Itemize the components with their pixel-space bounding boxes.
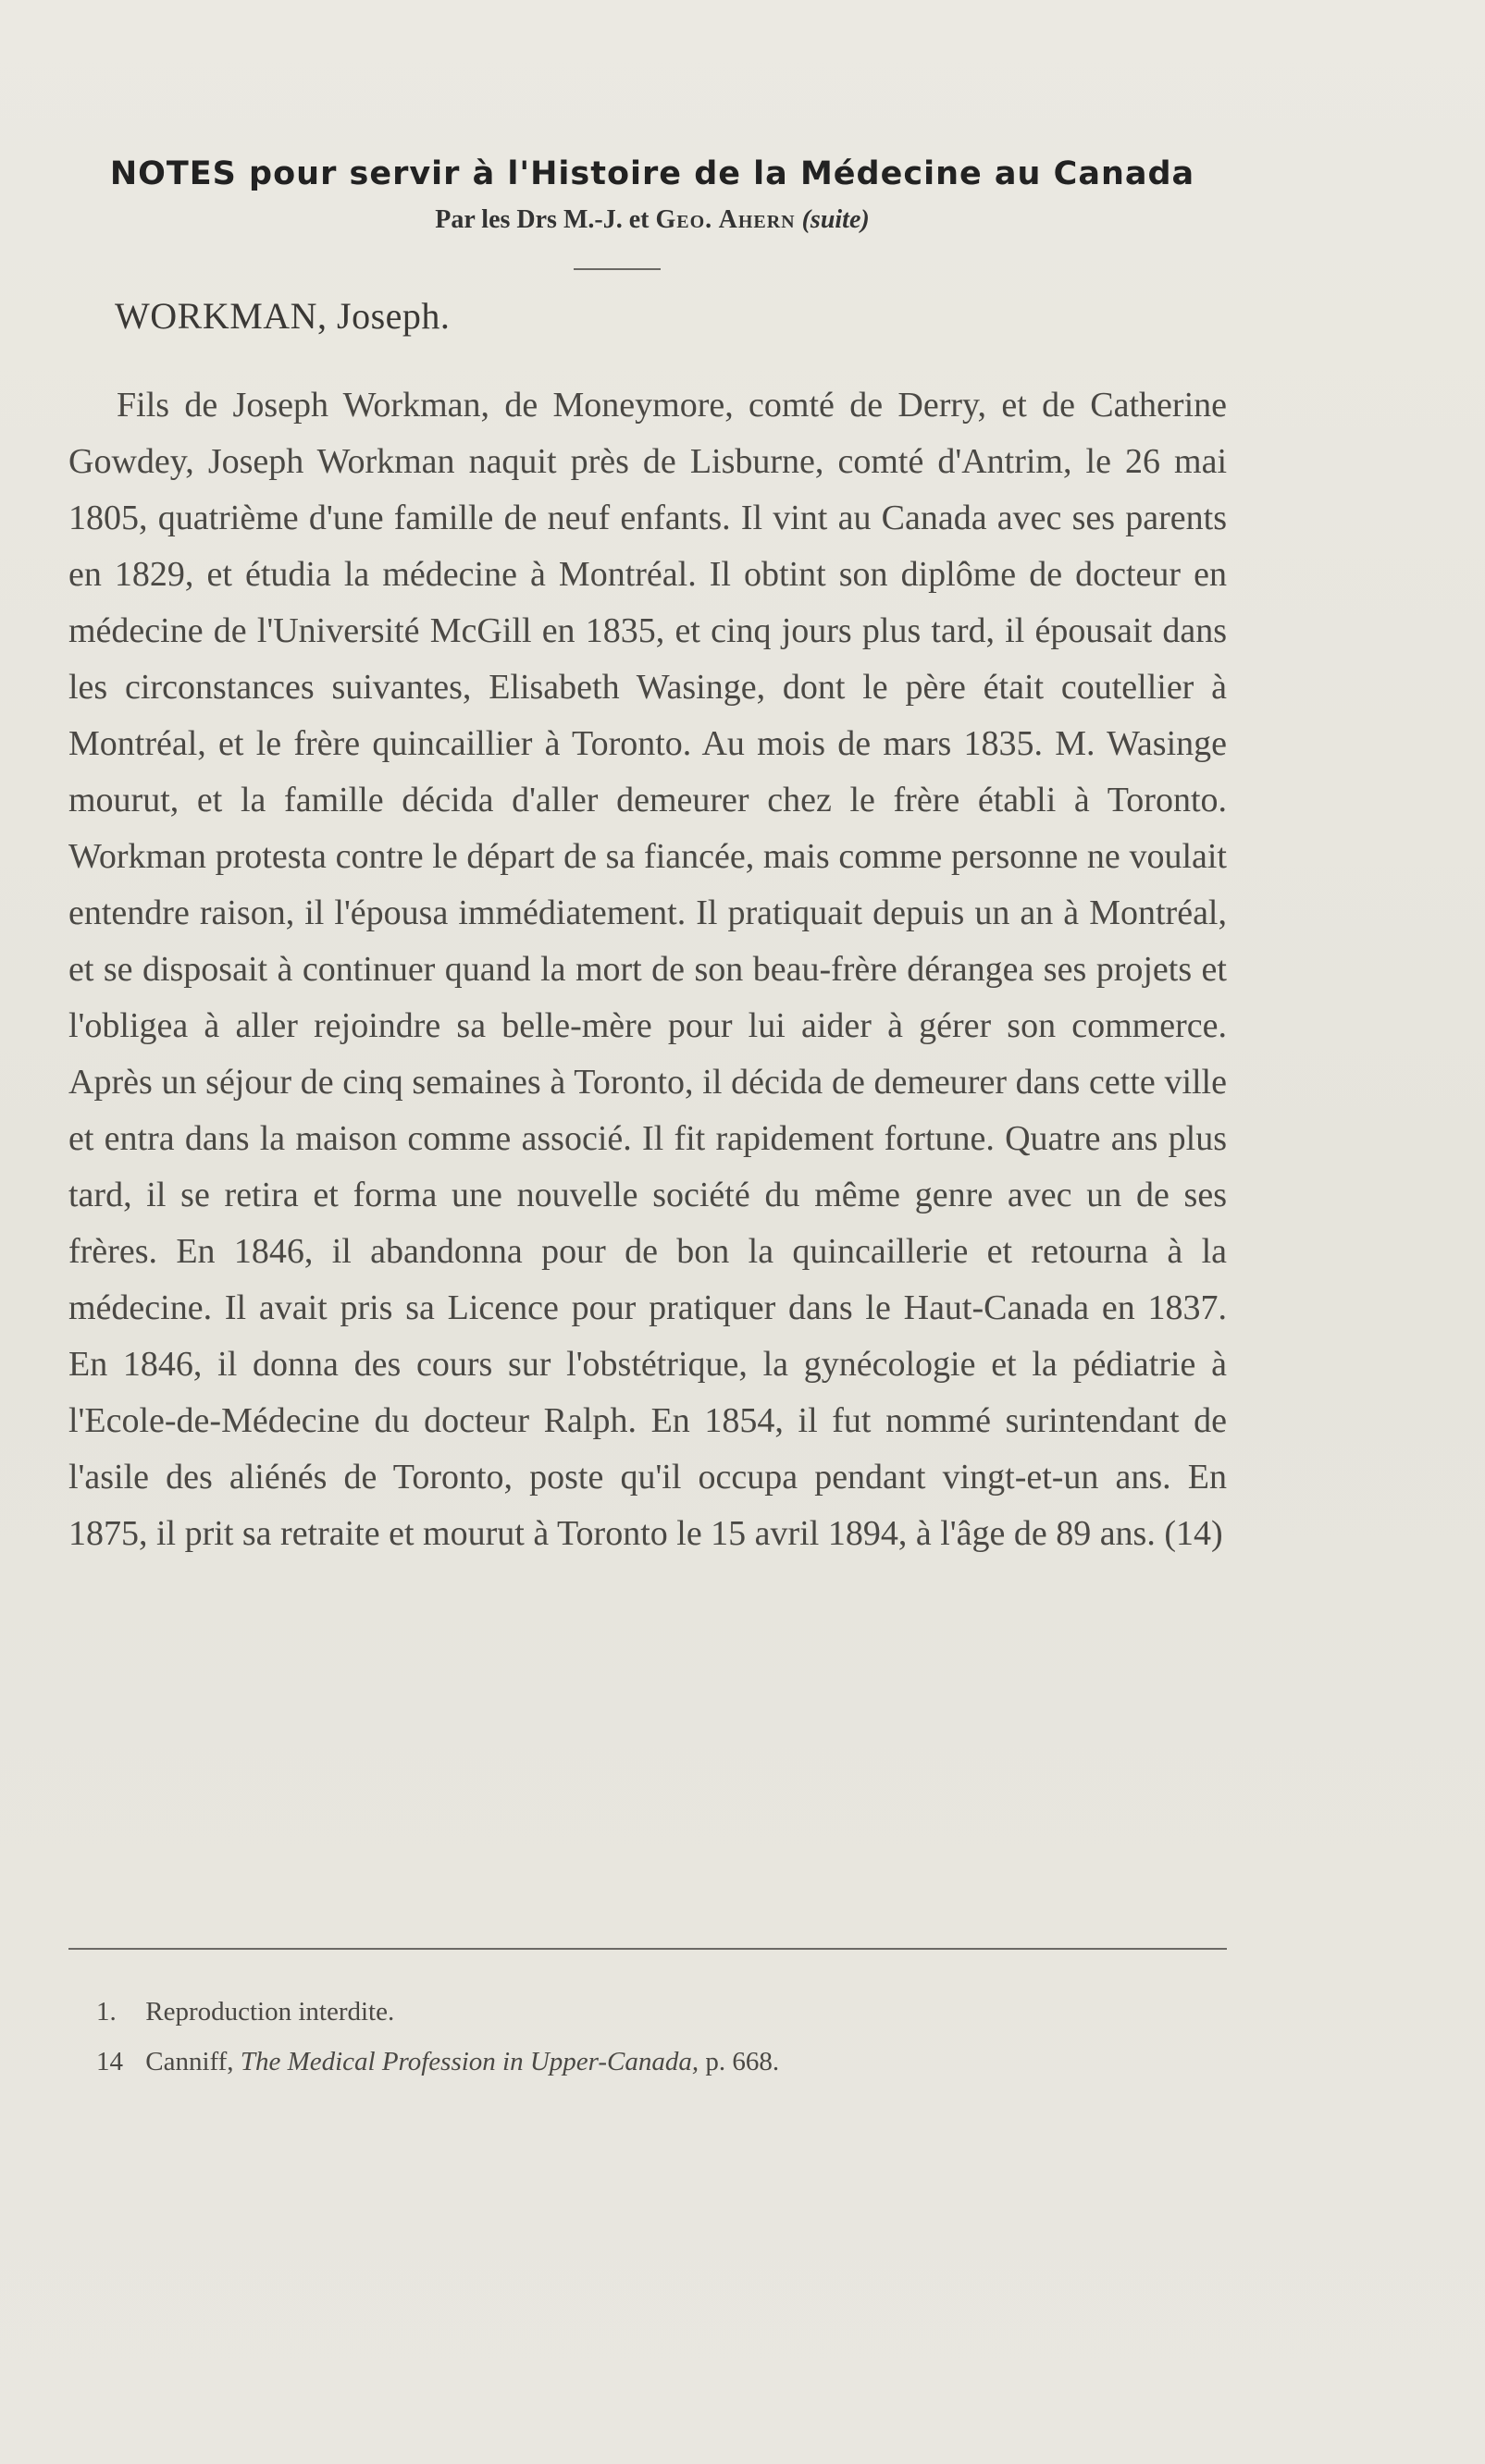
authors-suffix: (suite): [801, 205, 870, 234]
footnote-text: Canniff,: [145, 2047, 234, 2076]
footnote-number: 14: [96, 2047, 123, 2076]
header-divider: [574, 268, 661, 270]
authors-name: Geo. Ahern: [655, 205, 796, 234]
article-title: NOTES pour servir à l'Histoire de la Médecine au Canada: [109, 155, 1195, 192]
footnote-page-ref: p. 668.: [705, 2047, 780, 2076]
body-paragraph: Fils de Joseph Workman, de Moneymore, comté de Derry, et de Catherine Gowdey, Joseph Workman naquit près de Lisburne, comté d'Antrim, le 26 mai 1805, quatrième d'une famille de neuf enfants. Il vint au Canada avec ses parents en 1829, et étudia la médecine à Montréal. Il obtint son diplôme de docteur en médecine de l'Université McGill en 1835, et cinq jours plus tard, il épousait dans les circonstances suivantes, Elisabeth Wasinge, dont le père était coutellier à Montréal, et le frère quincaillier à Toronto. Au mois de mars 1835. M. Wasinge mourut, et la famille décida d'aller demeurer chez le frère établi à Toronto. Workman protesta contre le départ de sa fiancée, mais comme personne ne voulait entendre raison, il l'épousa immédiatement. Il pratiquait depuis un an à Montréal, et se disposait à continuer quand la mort de son beau-frère dérangea ses projets et l'obligea à aller rejoindre sa belle-mère pour lui aider à gérer son commerce. Après un séjour de cinq semaines à Toronto, il décida de demeurer dans cette ville et entra dans la maison comme associé. Il fit rapidement fortune. Quatre ans plus tard, il se retira et forma une nouvelle société du même genre avec un de ses frères. En 1846, il abandonna pour de bon la quincaillerie et retourna à la médecine. Il avait pris sa Licence pour pratiquer dans le Haut-Canada en 1837. En 1846, il donna des cours sur l'obstétrique, la gynécologie et la pédiatrie à l'Ecole-de-Médecine du docteur Ralph. En 1854, il fut nommé surintendant de l'asile des aliénés de Toronto, poste qu'il occupa pendant vingt-et-un ans. En 1875, il prit sa retraite et mourut à Toronto le 15 avril 1894, à l'âge de 89 ans. (14): [68, 386, 1227, 1553]
footnote-item: [96, 2037, 1207, 2087]
footnote-item: [96, 1987, 1207, 2037]
footnote-divider: [68, 1948, 1227, 1950]
footnote-book-title: The Medical Profession in Upper-Canada,: [240, 2047, 699, 2076]
footnote-text: Reproduction interdite.: [145, 1997, 395, 2027]
section-heading: WORKMAN, Joseph.: [115, 295, 451, 337]
footnote-number: 1.: [96, 1997, 117, 2027]
article-header: [56, 155, 1249, 235]
article-authors: [56, 205, 1249, 235]
authors-prefix: Par les Drs M.-J. et: [435, 205, 650, 234]
footnotes: [96, 1987, 1207, 2087]
